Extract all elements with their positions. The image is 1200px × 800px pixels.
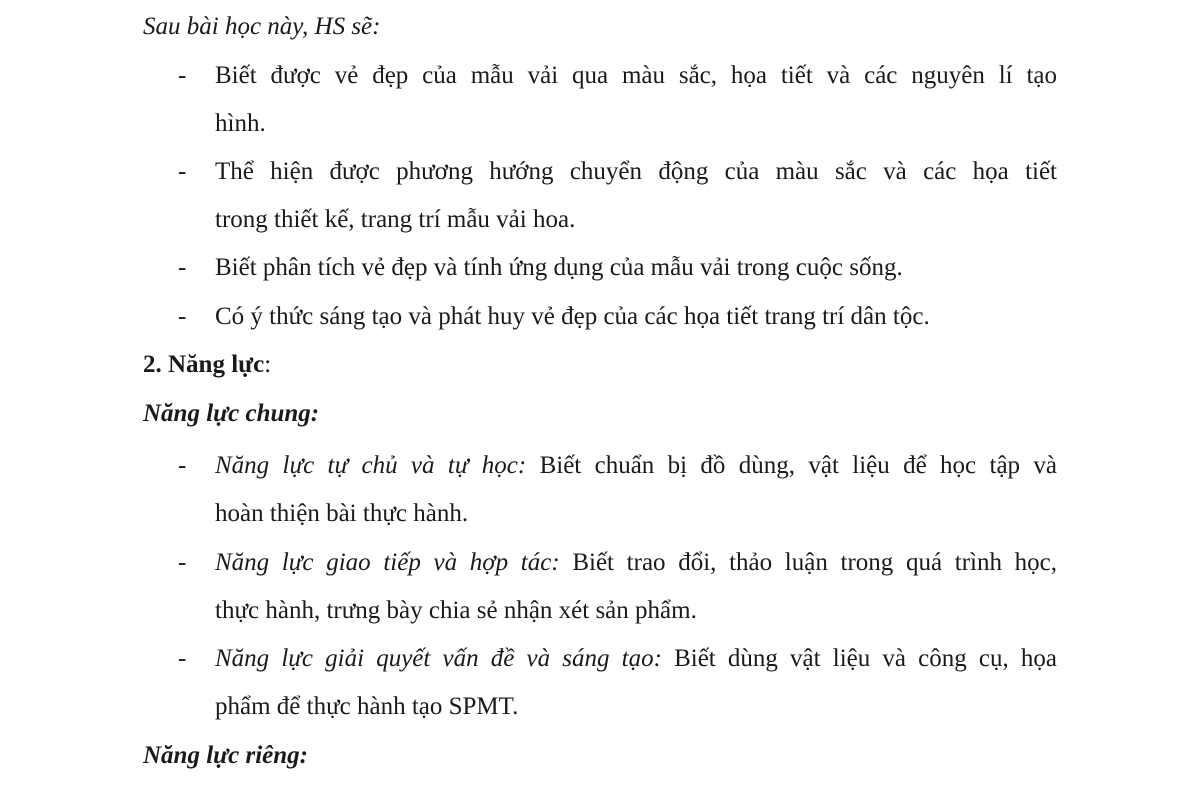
- bullet: -: [178, 549, 187, 576]
- general-competency-title: Năng lực chung:: [143, 400, 320, 427]
- bullet: -: [178, 645, 187, 672]
- general-item-3-rest: Biết dùng vật liệu và công cụ, họa: [661, 645, 1057, 672]
- bullet: -: [178, 254, 187, 281]
- general-item-3-line-1: [215, 644, 1057, 674]
- general-item-1-line-2: hoàn thiện bài thực hành.: [215, 500, 469, 527]
- general-item-1-rest: Biết chuẩn bị đồ dùng, vật liệu để học tập và: [526, 452, 1057, 479]
- bullet: -: [178, 452, 187, 479]
- bullet: -: [178, 303, 187, 330]
- general-item-1-lead: Năng lực tự chủ và tự học:: [215, 452, 527, 479]
- specific-competency-title: Năng lực riêng:: [143, 742, 308, 769]
- item-4-line-1: Có ý thức sáng tạo và phát huy vẻ đẹp của các họa tiết trang trí dân tộc.: [215, 303, 930, 330]
- general-item-2-lead: Năng lực giao tiếp và hợp tác:: [215, 549, 560, 576]
- general-item-2-line-2: thực hành, trưng bày chia sẻ nhận xét sản phẩm.: [215, 597, 697, 624]
- section-heading-title: 2. Năng lực: [143, 351, 265, 378]
- item-2-line-1: Thể hiện được phương hướng chuyển động của màu sắc và các họa tiết: [215, 158, 1057, 185]
- item-1-line-1: Biết được vẻ đẹp của mẫu vải qua màu sắc, họa tiết và các nguyên lí tạo: [215, 62, 1057, 89]
- section-heading-colon: :: [264, 351, 272, 378]
- general-item-3-line-2: phẩm để thực hành tạo SPMT.: [215, 693, 519, 720]
- intro-text: Sau bài học này, HS sẽ:: [143, 13, 381, 40]
- general-item-1-line-1: [215, 451, 1057, 481]
- bullet: -: [178, 62, 187, 89]
- general-item-3-lead: Năng lực giải quyết vấn đề và sáng tạo:: [215, 645, 662, 672]
- section-heading: [143, 350, 271, 380]
- bullet: -: [178, 158, 187, 185]
- general-item-2-line-1: [215, 548, 1057, 578]
- item-3-line-1: Biết phân tích vẻ đẹp và tính ứng dụng của mẫu vải trong cuộc sống.: [215, 254, 903, 281]
- item-1-line-2: hình.: [215, 110, 266, 137]
- item-2-line-2: trong thiết kế, trang trí mẫu vải hoa.: [215, 206, 576, 233]
- general-item-2-rest: Biết trao đổi, thảo luận trong quá trình học,: [559, 549, 1057, 576]
